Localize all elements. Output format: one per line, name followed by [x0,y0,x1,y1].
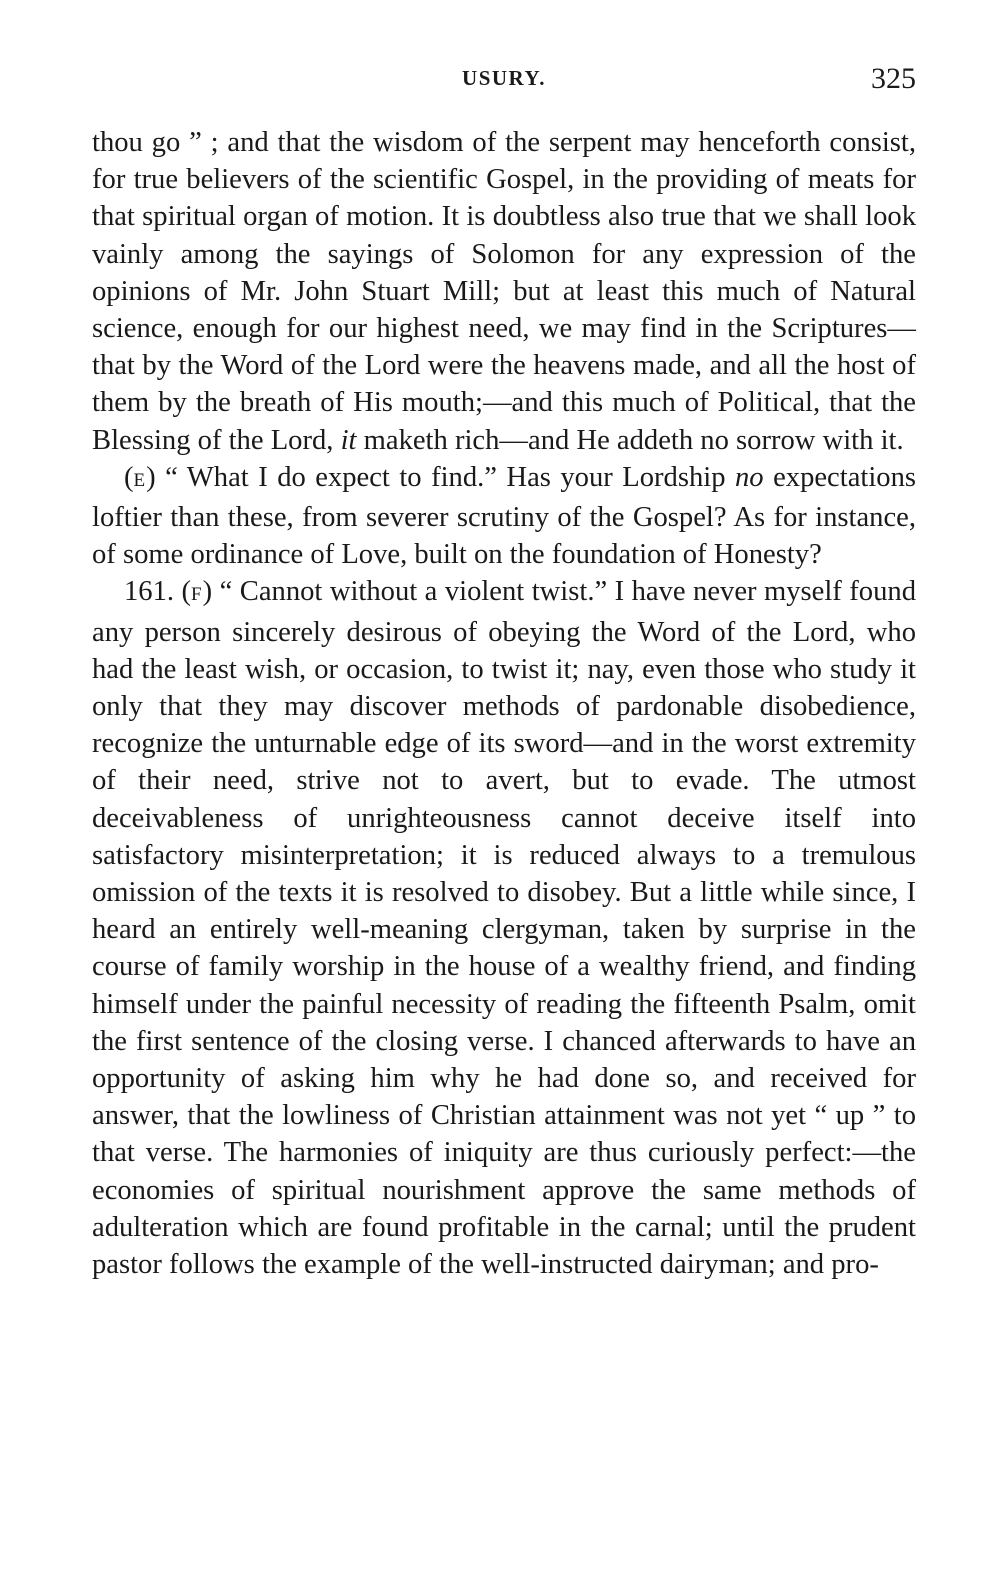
italic-word: no [735,461,764,493]
page-number: 325 [871,62,916,95]
paragraph-text: maketh rich—and He addeth no sorrow with it. [363,424,904,456]
body-text [92,124,916,1283]
paragraph-text: expectations loftier than these, from severer scrutiny of the Gospel? As for instance, of some ordinance of Love, built on the foundation of Honesty? [92,461,916,571]
italic-word: it [340,424,357,456]
running-head [92,62,916,102]
section-marker: (F) [181,576,213,608]
paragraph-text: thou go ” ; and that the wisdom of the serpent may henceforth consist, for true believers of the scientific Gospel, in the providing of meats for that spiritual organ of motion. It is doubtless also true that we shall look vainly among the sayings of Solomon for any expression of the opinions of Mr. John Stuart Mill; but at least this much of Natural science, enough for our highest need, we may find in the Scriptures—that by the Word of the Lord were the heavens made, and all the host of them by the breath of His mouth;—and this much of Political, that the Blessing of the Lord, [92,127,916,456]
running-title: USURY. [462,66,546,90]
paragraph-161 [92,573,916,1283]
paragraph-text: “ Cannot without a violent twist.” I have never myself found any person sincerely desirous of obeying the Word of the Lord, who had the least wish, or occasion, to twist it; nay, even those who study it only that they may discover methods of pardonable disobedience, recognize the unturnable edge of its sword—and in the worst extremity of their need, strive not to avert, but to evade. The utmost deceivableness of unrighteousness cannot deceive itself into satisfactory misinterpretation; it is reduced always to a tremulous omission of the texts it is resolved to disobey. But a little while since, I heard an entirely well-meaning clergyman, taken by surprise in the course of family worship in the house of a wealthy friend, and finding himself under the painful necessity of reading the fifteenth Psalm, omit the first sentence of the closing verse. I chanced afterwards to have an opportunity of asking him why he had done so, and received for answer, that the lowliness of Christian attainment was not yet “ up ” to that verse. The harmonies of iniquity are thus curiously perfect:—the economies of spiritual nourishment approve the same methods of adulteration which are found profitable in the carnal; until the prudent pastor follows the example of the well-instructed dairyman; and pro- [92,576,916,1281]
paragraph-continuation [92,124,916,459]
paragraph-text: “ What I do expect to find.” Has your Lordship [165,461,726,493]
paragraph-e [92,459,916,574]
section-marker: (E) [124,461,156,493]
section-number: 161. [124,576,175,608]
